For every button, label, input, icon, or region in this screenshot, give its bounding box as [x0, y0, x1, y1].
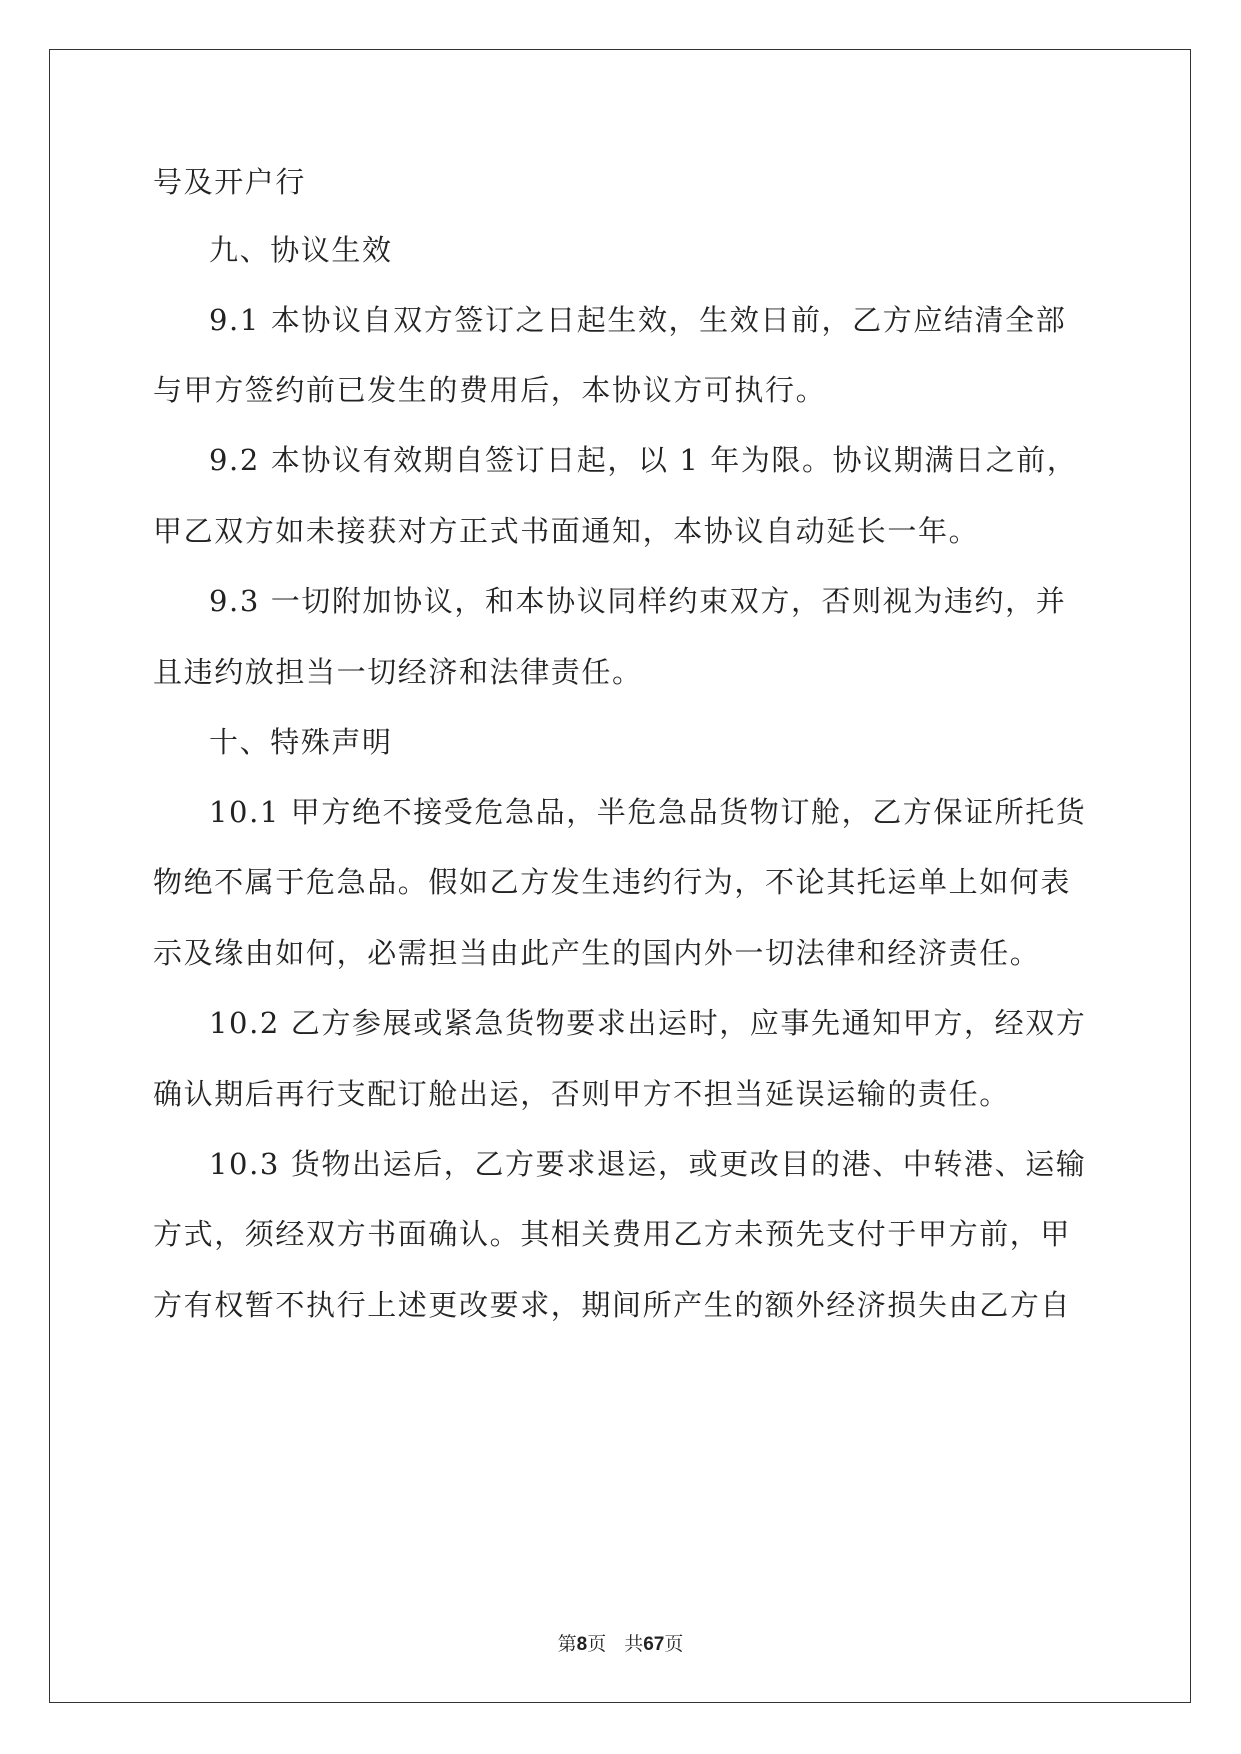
total-suffix: 页: [664, 1633, 684, 1655]
paragraph-line: 9.3 一切附加协议，和本协议同样约束双方，否则视为违约，并: [209, 584, 1067, 618]
text-line: 号及开户行: [153, 165, 307, 199]
page-suffix: 页: [587, 1633, 607, 1655]
paragraph-line: 与甲方签约前已发生的费用后，本协议方可执行。: [153, 373, 827, 407]
page-footer: [0, 1632, 1241, 1657]
paragraph-line: 物绝不属于危急品。假如乙方发生违约行为，不论其托运单上如何表: [153, 865, 1072, 899]
page-prefix: 第: [557, 1633, 577, 1655]
page-number: 8: [576, 1634, 588, 1655]
paragraph-line: 9.2 本协议有效期自签订日起，以 1 年为限。协议期满日之前，: [209, 443, 1078, 477]
paragraph-line: 示及缘由如何，必需担当由此产生的国内外一切法律和经济责任。: [153, 936, 1041, 970]
total-pages: 67: [643, 1634, 665, 1655]
section-heading: 九、协议生效: [209, 233, 393, 267]
paragraph-line: 9.1 本协议自双方签订之日起生效，生效日前，乙方应结清全部: [209, 303, 1067, 337]
paragraph-line: 10.2 乙方参展或紧急货物要求出运时，应事先通知甲方，经双方: [209, 1006, 1087, 1040]
paragraph-line: 10.3 货物出运后，乙方要求退运，或更改目的港、中转港、运输: [209, 1147, 1087, 1181]
paragraph-line: 且违约放担当一切经济和法律责任。: [153, 655, 643, 689]
paragraph-line: 确认期后再行支配订舱出运，否则甲方不担当延误运输的责任。: [153, 1077, 1010, 1111]
paragraph-line: 方式，须经双方书面确认。其相关费用乙方未预先支付于甲方前，甲: [153, 1217, 1072, 1251]
total-prefix: 共: [624, 1633, 644, 1655]
paragraph-line: 方有权暂不执行上述更改要求，期间所产生的额外经济损失由乙方自: [153, 1288, 1072, 1322]
paragraph-line: 10.1 甲方绝不接受危急品，半危急品货物订舱，乙方保证所托货: [209, 795, 1087, 829]
paragraph-line: 甲乙双方如未接获对方正式书面通知，本协议自动延长一年。: [153, 514, 980, 548]
section-heading: 十、特殊声明: [209, 725, 393, 759]
